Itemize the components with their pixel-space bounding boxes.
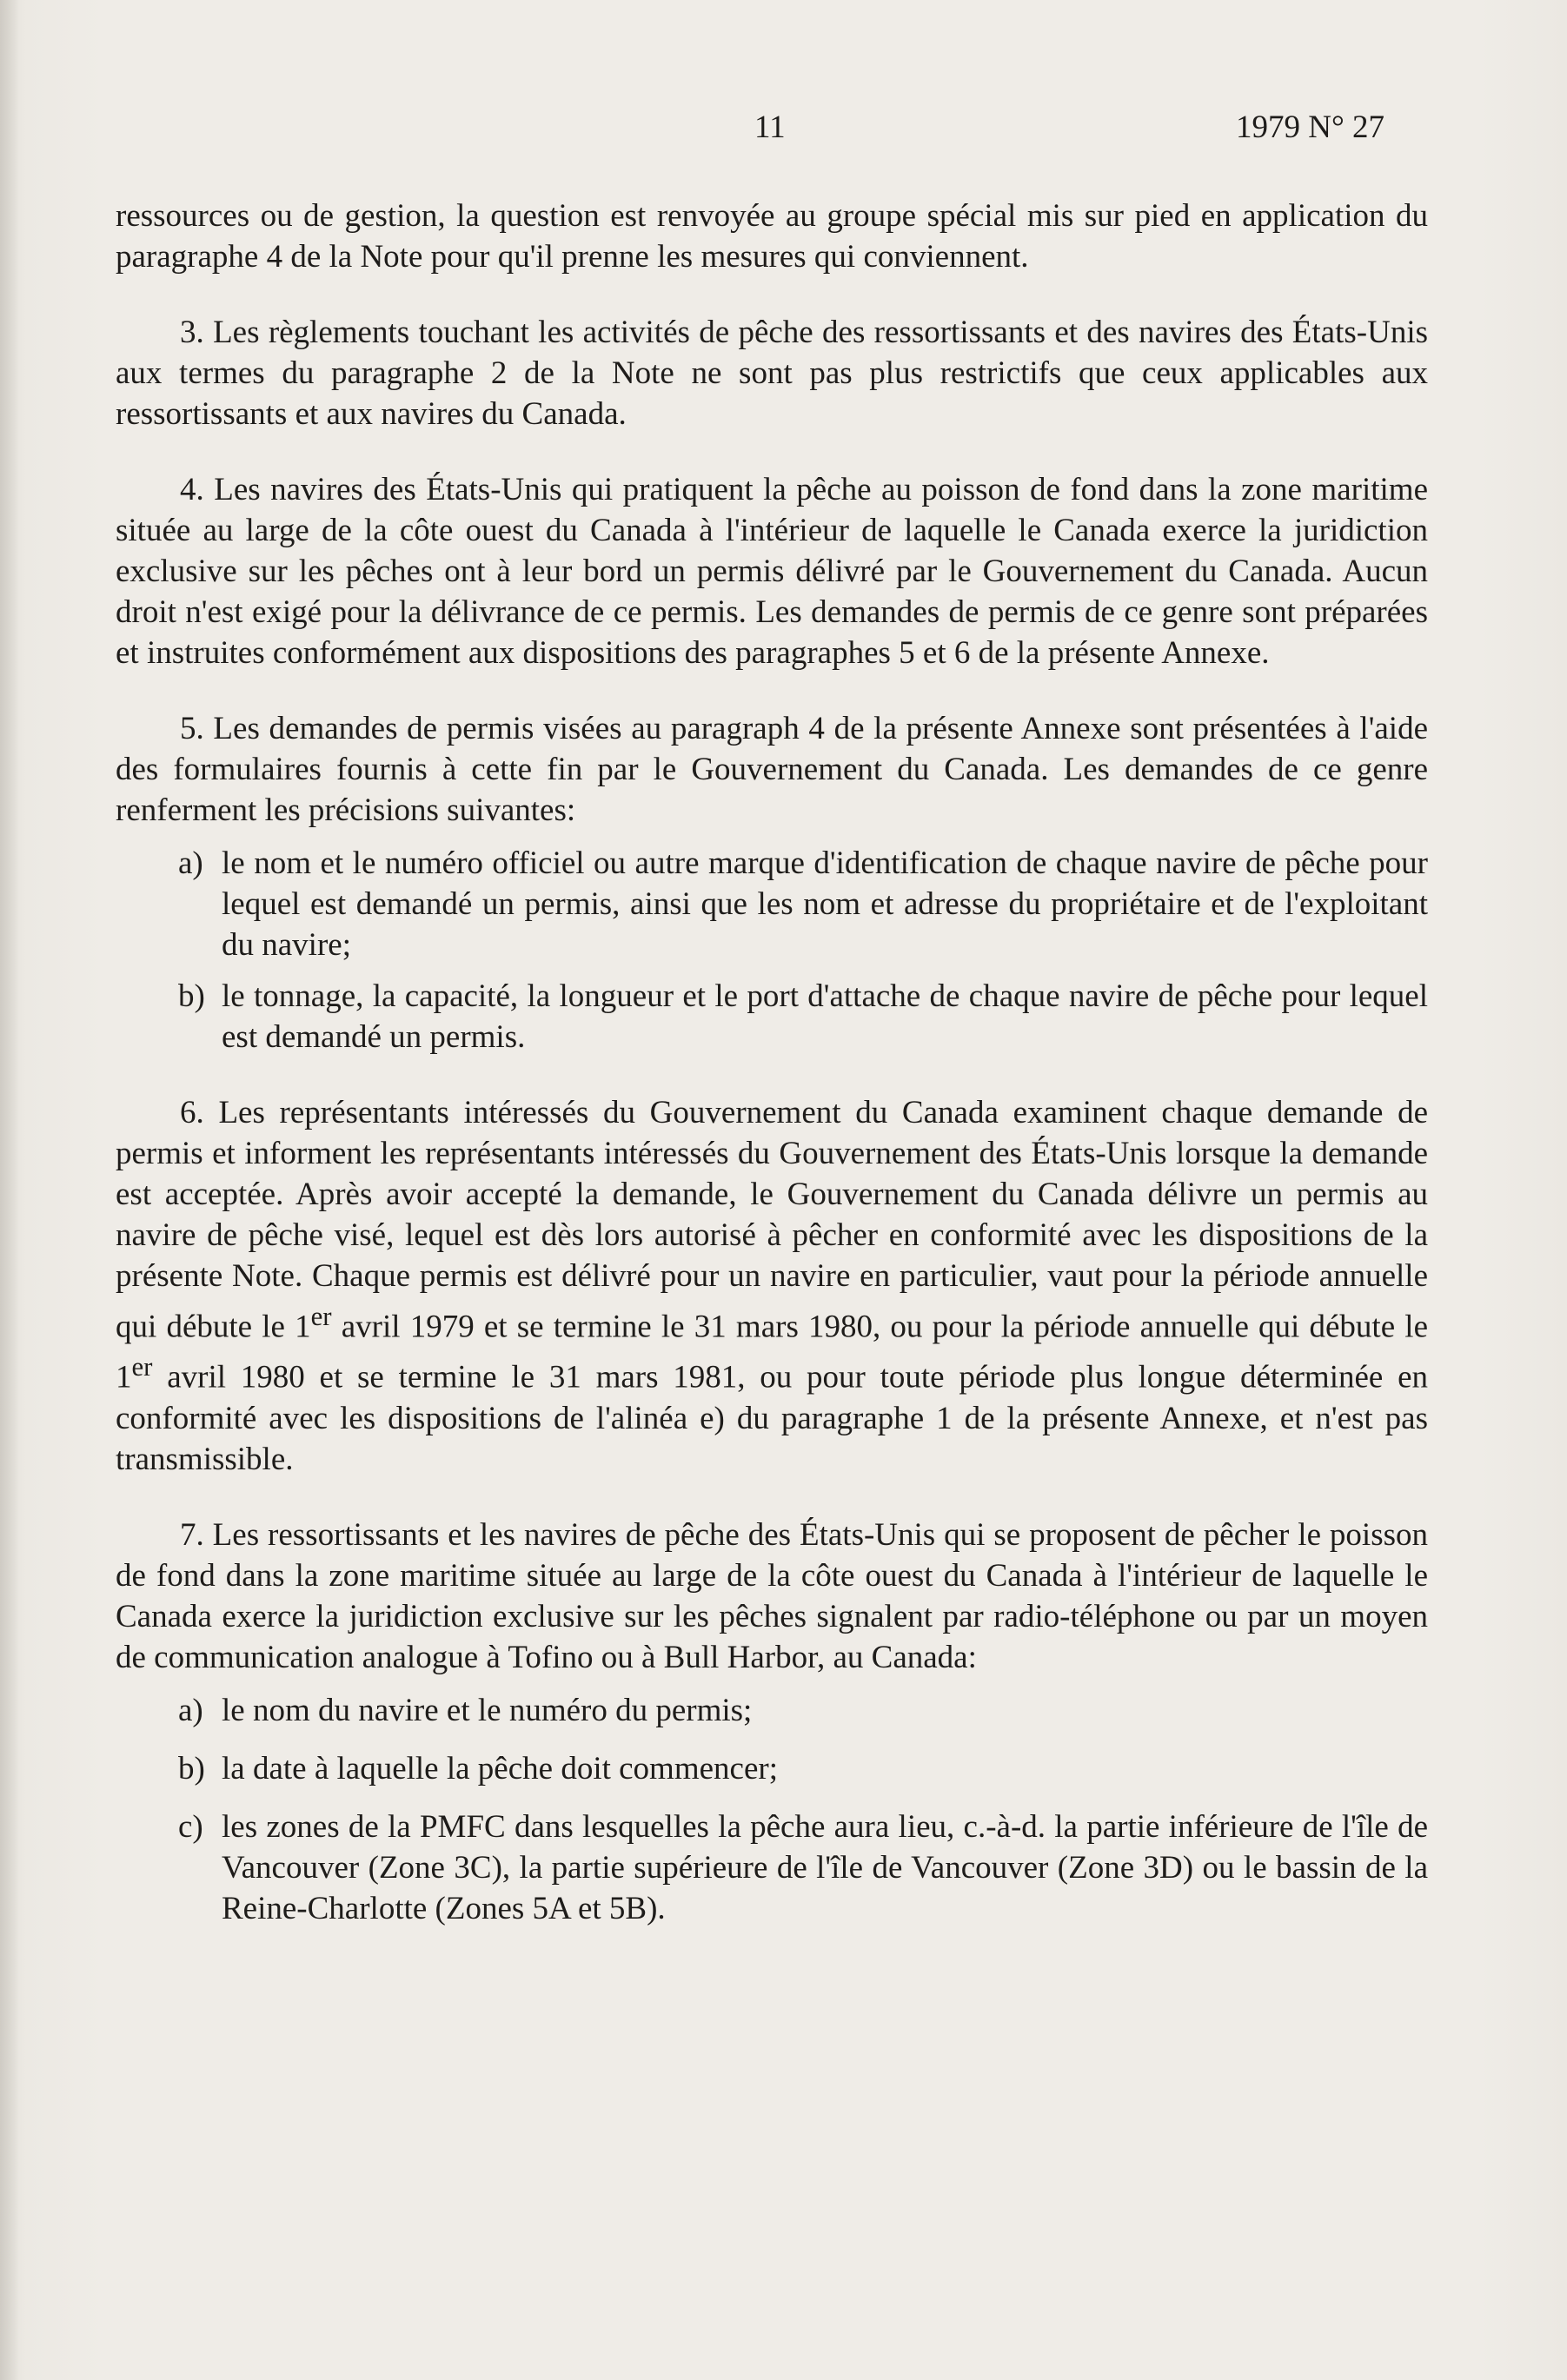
list-marker: a) xyxy=(178,845,203,881)
list-item xyxy=(116,1748,1428,1789)
document-body xyxy=(116,196,1428,1929)
paragraph-6-part-3: avril 1980 et se termine le 31 mars 1981, ou pour toute période plus longue déterminée en conformité avec les dispositions de l'alinéa e) du paragraphe 1 de la présente Annexe, et n'est pas transmissible. xyxy=(116,1359,1428,1477)
page-number: 11 xyxy=(754,109,786,145)
paragraph-3: 3. Les règlements touchant les activités de pêche des ressortissants et des navires des États-Unis aux termes du paragraphe 2 de la Note ne sont pas plus restrictifs que ceux applicables aux ressortissants et aux navires du Canada. xyxy=(116,315,1428,432)
list-item-text: les zones de la PMFC dans lesquelles la pêche aura lieu, c.-à-d. la partie inférieure de l'île de Vancouver (Zone 3C), la partie supérieure de l'île de Vancouver (Zone 3D) ou le bassin de la Reine-Charlotte (Zones 5A et 5B). xyxy=(222,1808,1428,1926)
paragraph-6 xyxy=(116,1092,1428,1480)
paragraph-continuation: ressources ou de gestion, la question est renvoyée au groupe spécial mis sur pied en application du paragraphe 4 de la Note pour qu'il prenne les mesures qui conviennent. xyxy=(116,198,1428,275)
paragraph-7-list xyxy=(116,1690,1428,1929)
treaty-reference: 1979 N° 27 xyxy=(1236,109,1385,145)
paragraph-4: 4. Les navires des États-Unis qui pratiquent la pêche au poisson de fond dans la zone maritime située au large de la côte ouest du Canada à l'intérieur de laquelle le Canada exerce la juridiction exclusive sur les pêches ont à leur bord un permis délivré par le Gouvernement du Canada. Aucun droit n'est exigé pour la délivrance de ce permis. Les demandes de permis de ce genre sont préparées et instruites conformément aux dispositions des paragraphes 5 et 6 de la présente Annexe. xyxy=(116,472,1428,671)
paragraph-5: 5. Les demandes de permis visées au paragraph 4 de la présente Annexe sont présentées à l'aide des formulaires fournis à cette fin par le Gouvernement du Canada. Les demandes de ce genre renferment les précisions suivantes: xyxy=(116,711,1428,828)
list-item-text: la date à laquelle la pêche doit commencer; xyxy=(222,1750,778,1787)
list-item-text: le tonnage, la capacité, la longueur et le port d'attache de chaque navire de pêche pour lequel est demandé un permis. xyxy=(222,978,1428,1055)
paragraph-6-part-2: avril 1979 et se termine le 31 mars 1980, ou pour la période annuelle qui débute le 1 xyxy=(116,1309,1429,1396)
superscript-er: er xyxy=(131,1352,153,1382)
list-item xyxy=(116,843,1428,965)
superscript-er: er xyxy=(310,1302,332,1331)
list-marker: a) xyxy=(178,1692,203,1728)
list-item-text: le nom du navire et le numéro du permis; xyxy=(222,1692,753,1728)
page-binding-shadow xyxy=(0,0,19,2380)
page-header xyxy=(0,109,1567,152)
list-marker: b) xyxy=(178,978,205,1014)
list-marker: c) xyxy=(178,1808,203,1845)
list-marker: b) xyxy=(178,1750,205,1787)
list-item xyxy=(116,1807,1428,1929)
paragraph-7: 7. Les ressortissants et les navires de pêche des États-Unis qui se proposent de pêcher le poisson de fond dans la zone maritime située au large de la côte ouest du Canada à l'intérieur de laquelle le Canada exerce la juridiction exclusive sur les pêches signalent par radio-téléphone ou par un moyen de communication analogue à Tofino ou à Bull Harbor, au Canada: xyxy=(116,1516,1428,1675)
paragraph-6-part-1: 6. Les représentants intéressés du Gouvernement du Canada examinent chaque demande de permis et informent les représentants intéressés du Gouvernement des États-Unis lorsque la demande est acceptée. Après avoir accepté la demande, le Gouvernement du Canada délivre un permis au navire de pêche visé, lequel est dès lors autorisé à pêcher en conformité avec les dispositions de la présente Note. Chaque permis est délivré pour un navire en particulier, vaut pour la période annuelle qui débute le 1 xyxy=(116,1095,1428,1345)
list-item xyxy=(116,1690,1428,1731)
list-item-text: le nom et le numéro officiel ou autre marque d'identification de chaque navire de pêche pour lequel est demandé un permis, ainsi que les nom et adresse du propriétaire et de l'exploitant du navire; xyxy=(222,845,1428,963)
list-item xyxy=(116,976,1428,1057)
paragraph-5-list xyxy=(116,843,1428,1057)
